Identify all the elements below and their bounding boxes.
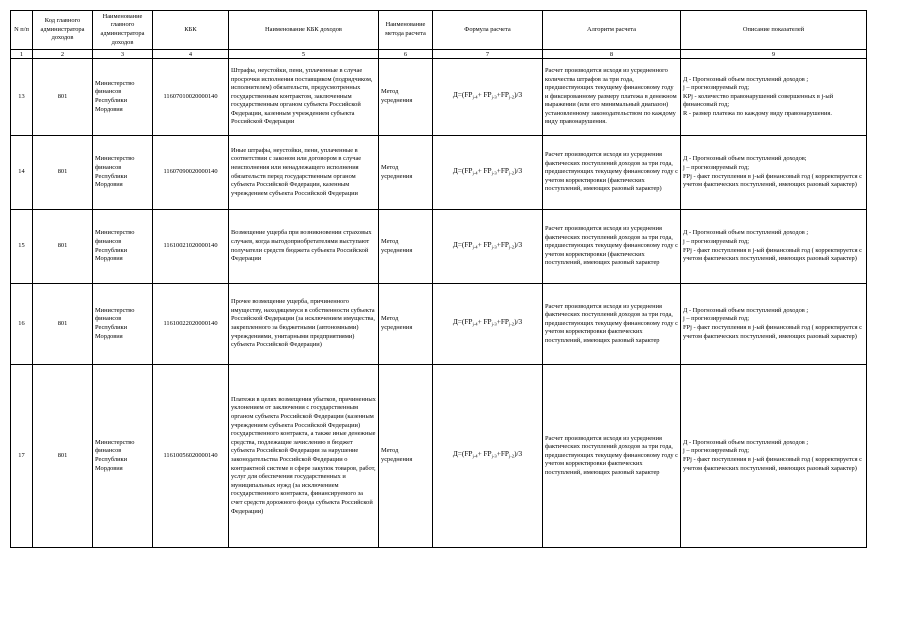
formula-part: +FP — [496, 449, 509, 459]
indicator-line: R - размер платежа по каждому виду правонарушения. — [683, 109, 832, 117]
column-number: 4 — [153, 50, 229, 59]
column-number: 7 — [433, 50, 543, 59]
indicator-description — [681, 365, 867, 548]
formula-part: + FP — [477, 449, 492, 459]
column-number: 9 — [681, 50, 867, 59]
column-number: 6 — [379, 50, 433, 59]
formula-part: + FP — [477, 165, 492, 175]
header-cell-formula: Формула расчета — [433, 11, 543, 50]
table-row — [11, 365, 867, 548]
calculation-formula — [433, 284, 543, 365]
formula-part: Д=(FP — [452, 239, 473, 249]
indicator-line: Д - Прогнозный объем поступлений доходов ; — [683, 75, 809, 83]
formula-part: +FP — [496, 90, 509, 100]
formula-subscript: j-2 — [508, 244, 515, 250]
formula-part: +FP — [496, 317, 509, 327]
indicator-line: KPj - количество правонарушений совершенных в j-ый финансовый год; — [683, 92, 834, 109]
header-row — [11, 11, 867, 50]
formula-part: Д=(FP — [452, 165, 473, 175]
formula-part: +FP — [496, 165, 509, 175]
kbk-name: Платежи в целях возмещения убытков, причиненных уклонением от заключения с государственным органом субъекта Российской Федерации (казенным учреждением субъекта Российской Федерации) государственного контракта, а также иные денежные средства, подлежащие зачислению в бюджет субъекта Российской Федерации за нарушение законодательства Российской Федерации о контрактной системе в сфере закупок товаров, работ, услуг для обеспечения государственных и муниципальных нужд (за исключением государственного контракта, финансируемого за счет средств дорожного фонда субъекта Российской Федерации) — [229, 365, 379, 548]
header-cell-description: Описание показателей — [681, 11, 867, 50]
kbk-code: 11610022020000140 — [153, 284, 229, 365]
indicator-description — [681, 59, 867, 136]
formula-part: )/3 — [514, 165, 523, 175]
formula-subscript: j-4 — [472, 453, 478, 459]
calculation-formula — [433, 365, 543, 548]
kbk-code: 11610021020000140 — [153, 210, 229, 284]
indicator-line: FPj - факт поступления в j-ый финансовый год ( корректируется с учетом фактических поступлений, имеющих разовый характер) — [683, 456, 862, 472]
calculation-algorithm: Расчет производится исходя из усреднения фактических поступлений доходов за три года, предшествующих текущему финансовому году с учетом корректировки фактических поступлений, имеющих разовый характер — [543, 365, 681, 548]
formula-text — [453, 317, 522, 326]
row-number: 17 — [11, 365, 33, 548]
formula-subscript: j-2 — [508, 321, 515, 327]
formula-subscript: j-3 — [491, 94, 497, 100]
formula-subscript: j-4 — [472, 94, 478, 100]
formula-part: + FP — [477, 90, 492, 100]
header-cell-algorithm: Алгоритм расчета — [543, 11, 681, 50]
table-row — [11, 284, 867, 365]
indicator-line: FPj - факт поступления в j-ый финансовый год ( корректируется с учетом фактических поступлений, имеющих разовый характер) — [683, 324, 862, 340]
admin-name: Министерство финансов Республики Мордовия — [93, 284, 153, 365]
calculation-algorithm: Расчет производится исходя из усреднения фактических поступлений доходов за три года, предшествующих текущему финансовому году с учетом корректировки (фактических поступлений, имеющих разовый характер) — [543, 136, 681, 210]
column-number: 3 — [93, 50, 153, 59]
calculation-formula — [433, 136, 543, 210]
formula-part: Д=(FP — [452, 90, 473, 100]
table-row — [11, 59, 867, 136]
calculation-method: Метод усреднения — [379, 136, 433, 210]
indicator-line: j – прогнозируемый год; — [683, 315, 750, 323]
header-cell-method: Наименование метода расчета — [379, 11, 433, 50]
column-number: 5 — [229, 50, 379, 59]
header-cell-admin-name: Наименование главного администратора доходов — [93, 11, 153, 50]
formula-text — [453, 166, 522, 175]
kbk-name: Прочее возмещение ущерба, причиненного имуществу, находящемуся в собственности субъекта Российской Федерации (за исключением имущества, закрепленного за бюджетными (автономными) учреждениями, унитарными предприятиями) субъекта Российской Федерации) — [229, 284, 379, 365]
formula-part: Д=(FP — [452, 449, 473, 459]
admin-name: Министерство финансов Республики Мордовия — [93, 59, 153, 136]
admin-code: 801 — [33, 284, 93, 365]
kbk-code: 11607090020000140 — [153, 136, 229, 210]
row-number: 13 — [11, 59, 33, 136]
indicator-description — [681, 210, 867, 284]
formula-subscript: j-4 — [472, 321, 478, 327]
revenue-methods-table — [10, 10, 867, 548]
formula-part: + FP — [477, 239, 492, 249]
formula-part: )/3 — [514, 90, 523, 100]
formula-part: Д=(FP — [452, 317, 473, 327]
formula-subscript: j-4 — [472, 244, 478, 250]
formula-subscript: j-4 — [472, 170, 478, 176]
header-cell-admin-code: Код главного администратора доходов — [33, 11, 93, 50]
formula-subscript: j-3 — [491, 170, 497, 176]
kbk-name: Возмещение ущерба при возникновении страховых случаев, когда выгодоприобретателями выступают получатели средств бюджета субъекта Российской Федерации — [229, 210, 379, 284]
calculation-method: Метод усреднения — [379, 59, 433, 136]
indicator-line: Д - Прогнозный объем поступлений доходов ; — [683, 438, 809, 446]
kbk-code: 11610056020000140 — [153, 365, 229, 548]
formula-part: )/3 — [514, 449, 523, 459]
column-number-row — [11, 50, 867, 59]
indicator-line: j – прогнозируемый год; — [683, 237, 750, 245]
admin-code: 801 — [33, 210, 93, 284]
admin-name: Министерство финансов Республики Мордовия — [93, 365, 153, 548]
formula-subscript: j-3 — [491, 244, 497, 250]
indicator-description — [681, 284, 867, 365]
column-number: 2 — [33, 50, 93, 59]
indicator-line: FPj - факт поступления в j-ый финансовый год ( корректируется с учетом фактических поступлений, имеющих разовый характер) — [683, 172, 862, 189]
indicator-line: Д - Прогнозный объем поступлений доходов ; — [683, 229, 809, 237]
formula-subscript: j-3 — [491, 321, 497, 327]
admin-code: 801 — [33, 59, 93, 136]
calculation-formula — [433, 59, 543, 136]
admin-name: Министерство финансов Республики Мордовия — [93, 136, 153, 210]
row-number: 16 — [11, 284, 33, 365]
row-number: 14 — [11, 136, 33, 210]
formula-part: + FP — [477, 317, 492, 327]
formula-text — [453, 240, 522, 249]
row-number: 15 — [11, 210, 33, 284]
calculation-algorithm: Расчет производится исходя из усреднения фактических поступлений доходов за три года, предшествующих текущему финансовому году с учетом корректировки фактических поступлений, имеющих разовый характер — [543, 284, 681, 365]
formula-text — [453, 90, 522, 99]
formula-subscript: j-2 — [508, 94, 515, 100]
kbk-name: Иные штрафы, неустойки, пени, уплаченные в соответствии с законом или договором в случае неисполнения или ненадлежащего исполнения обязательств перед государственным органом субъекта Российской Федерации, казенным учреждением субъекта Российской Федерации — [229, 136, 379, 210]
header-cell-num: N п/п — [11, 11, 33, 50]
calculation-method: Метод усреднения — [379, 365, 433, 548]
indicator-line: j – прогнозируемый год; — [683, 84, 750, 92]
formula-part: +FP — [496, 239, 509, 249]
column-number: 1 — [11, 50, 33, 59]
calculation-method: Метод усреднения — [379, 284, 433, 365]
indicator-line: Д - Прогнозный объем поступлений доходов ; — [683, 306, 809, 314]
calculation-algorithm: Расчет производится исходя из усредненного количества штрафов за три года, предшествующих текущему финансовому году и фиксированному размеру платежа в денежном выражении (или его минимальный диапазон) установленному законодательством по каждому виду правонарушения. — [543, 59, 681, 136]
formula-part: )/3 — [514, 239, 523, 249]
calculation-method: Метод усреднения — [379, 210, 433, 284]
column-number: 8 — [543, 50, 681, 59]
formula-subscript: j-2 — [508, 453, 515, 459]
header-cell-kbk: КБК — [153, 11, 229, 50]
indicator-line: FPj - факт поступления в j-ый финансовый год ( корректируется с учетом фактических поступлений, имеющих разовый характер) — [683, 246, 862, 263]
calculation-formula — [433, 210, 543, 284]
indicator-line: j – прогнозируемый год; — [683, 163, 750, 171]
header-cell-kbk-name: Наименование КБК доходов — [229, 11, 379, 50]
kbk-name: Штрафы, неустойки, пени, уплаченные в случае просрочки исполнения поставщиком (подрядчиком, исполнителем) обязательств, предусмотренных государственным контрактом, заключенным государственным органом субъекта Российской Федерации, казенным учреждением субъекта Российской Федерации — [229, 59, 379, 136]
indicator-line: j – прогнозируемый год; — [683, 447, 750, 455]
formula-subscript: j-2 — [508, 170, 515, 176]
calculation-algorithm: Расчет производится исходя из усреднения фактических поступлений доходов за три года, предшествующих текущему финансовому году с учетом корректировки (фактических поступлений, имеющих разовый характер — [543, 210, 681, 284]
indicator-description — [681, 136, 867, 210]
admin-code: 801 — [33, 365, 93, 548]
kbk-code: 11607010020000140 — [153, 59, 229, 136]
admin-code: 801 — [33, 136, 93, 210]
admin-name: Министерство финансов Республики Мордовия — [93, 210, 153, 284]
table-row — [11, 136, 867, 210]
formula-part: )/3 — [514, 317, 523, 327]
indicator-line: Д - Прогнозный объем поступлений доходов; — [683, 155, 807, 163]
formula-text — [453, 449, 522, 458]
formula-subscript: j-3 — [491, 453, 497, 459]
table-row — [11, 210, 867, 284]
